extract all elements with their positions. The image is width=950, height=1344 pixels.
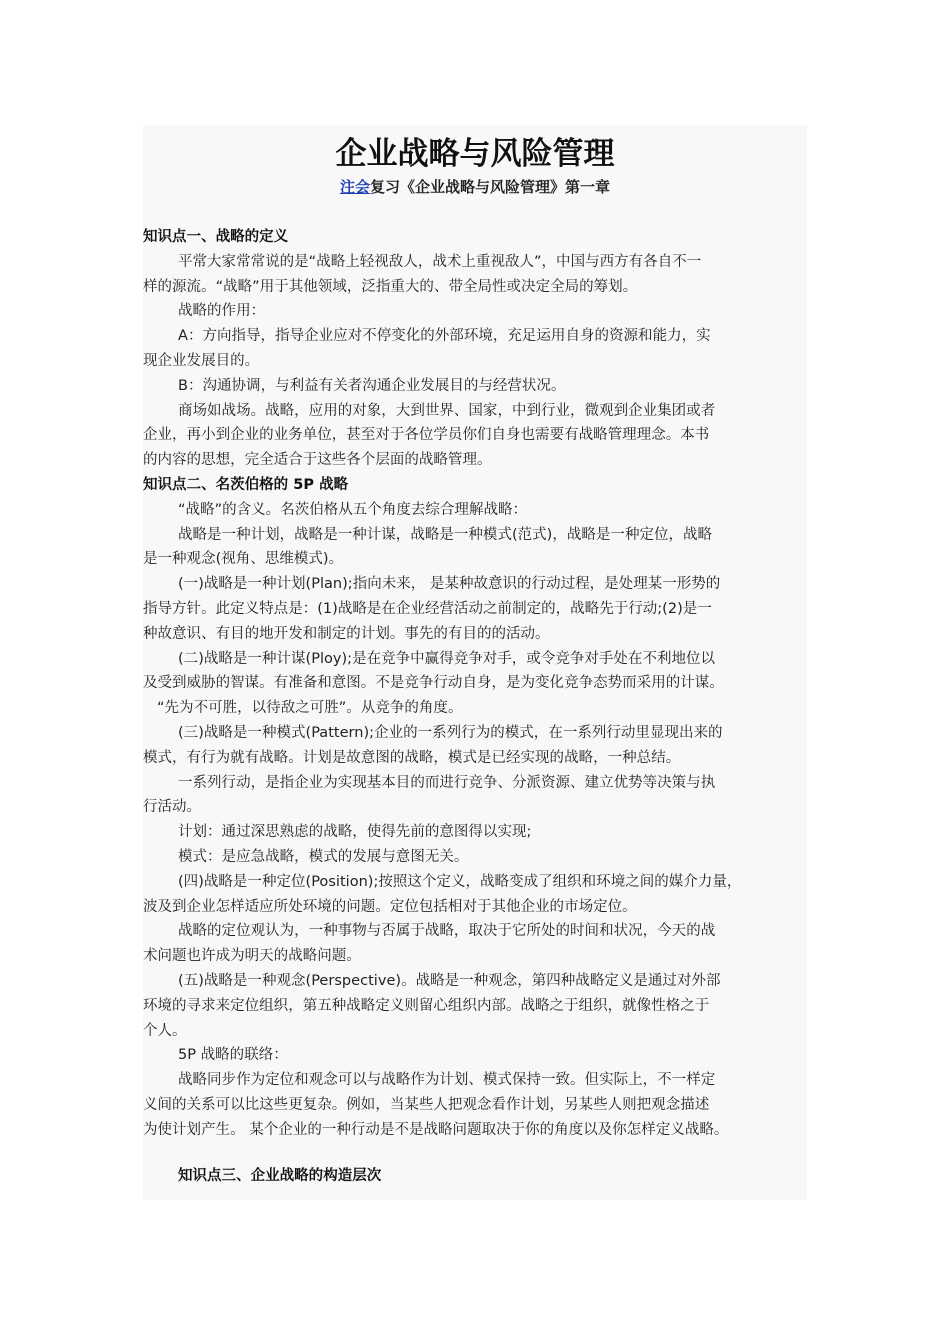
spacer (143, 1142, 807, 1164)
paragraph-line: “先为不可胜，以待敌之可胜”。从竞争的角度。 (157, 700, 463, 717)
document-page (143, 125, 807, 1200)
paragraph-line: 战略是一种计划，战略是一种计谋，战略是一种模式(范式)，战略是一种定位，战略 (178, 526, 713, 543)
paragraph-line: 行活动。 (143, 799, 202, 816)
paragraph-line: 个人。 (143, 1022, 187, 1039)
paragraph-line: 术问题也许成为明天的战略问题。 (143, 948, 361, 965)
paragraph-line: (四)战略是一种定位(Position);按照这个定义，战略变成了组织和环境之间的媒介力量， (178, 873, 742, 890)
paragraph-line: 义间的关系可以比这些更复杂。例如，当某些人把观念看作计划，另某些人则把观念描述 (143, 1096, 710, 1113)
paragraph-line: 5P 战略的联络： (178, 1047, 288, 1064)
paragraph-line: 模式，有行为就有战略。计划是故意图的战略，模式是已经实现的战略，一种总结。 (143, 749, 681, 766)
paragraph-line: 波及到企业怎样适应所处环境的问题。定位包括相对于其他企业的市场定位。 (143, 898, 637, 915)
paragraph-line: A：方向指导，指导企业应对不停变化的外部环境，充足运用自身的资源和能力，实 (178, 328, 711, 345)
paragraph-line: (一)战略是一种计划(Plan);指向未来， 是某种故意识的行动过程，是处理某一形势的 (178, 576, 721, 593)
subtitle-link[interactable]: 注会 (339, 178, 370, 196)
paragraph-line: 指导方针。此定义特点是：(1)战略是在企业经营活动之前制定的，战略先于行动;(2)是一 (143, 600, 712, 617)
paragraph-line: 现企业发展目的。 (143, 352, 260, 369)
paragraph-line: 战略同步作为定位和观念可以与战略作为计划、模式保持一致。但实际上，不一样定 (178, 1072, 716, 1089)
paragraph-line: 平常大家常常说的是“战略上轻视敌人，战术上重视敌人”，中国与西方有各自不一 (178, 253, 702, 270)
paragraph-line: 一系列行动，是指企业为实现基本目的而进行竞争、分派资源、建立优势等决策与执 (178, 774, 716, 791)
paragraph-line: 是一种观念(视角、思维模式)。 (143, 551, 344, 568)
section-heading: 知识点三、企业战略的构造层次 (178, 1168, 382, 1185)
paragraph-line: B：沟通协调，与利益有关者沟通企业发展目的与经营状况。 (178, 377, 566, 394)
paragraph-line: 企业，再小到企业的业务单位，甚至对于各位学员你们自身也需要有战略管理理念。本书 (143, 427, 710, 444)
paragraph-line: 计划：通过深思熟虑的战略，使得先前的意图得以实现; (178, 824, 532, 841)
paragraph-line: “战略”的含义。名茨伯格从五个角度去综合理解战略： (178, 501, 528, 518)
paragraph-line: 商场如战场。战略，应用的对象，大到世界、国家，中到行业，微观到企业集团或者 (178, 402, 716, 419)
paragraph-line: 模式：是应急战略，模式的发展与意图无关。 (178, 848, 469, 865)
subtitle-text: 复习《企业战略与风险管理》第一章 (370, 178, 611, 196)
paragraph-line: 战略的作用： (178, 303, 266, 320)
paragraph-line: (三)战略是一种模式(Pattern);企业的一系列行为的模式，在一系列行动里显现出来的 (178, 724, 723, 741)
paragraph-line: 环境的寻求来定位组织，第五种战略定义则留心组织内部。战略之于组织，就像性格之于 (143, 997, 710, 1014)
section-heading: 知识点二、名茨伯格的 5P 战略 (143, 476, 349, 493)
paragraph-line: 的内容的思想，完全适合于这些各个层面的战略管理。 (143, 452, 492, 469)
paragraph-line: 种故意识、有目的地开发和制定的计划。事先的有目的的活动。 (143, 625, 550, 642)
paragraph-line: 战略的定位观认为，一种事物与否属于战略，取决于它所处的时间和状况，今天的战 (178, 923, 716, 940)
document-subtitle (143, 176, 807, 198)
document-title: 企业战略与风险管理 (335, 136, 615, 172)
document-body (143, 225, 807, 1189)
paragraph-line: 及受到威胁的智谋。有准备和意图。不是竞争行动自身，是为变化竞争态势而采用的计谋。 (143, 675, 724, 692)
paragraph-line: (五)战略是一种观念(Perspective)。战略是一种观念，第四种战略定义是通过对外部 (178, 972, 721, 989)
paragraph-line: 为使计划产生。 某个企业的一种行动是不是战略问题取决于你的角度以及你怎样定义战略。 (143, 1121, 729, 1138)
section-heading: 知识点一、战略的定义 (143, 229, 289, 245)
paragraph-line: (二)战略是一种计谋(Ploy);是在竞争中赢得竞争对手，或令竞争对手处在不利地位以 (178, 650, 716, 667)
paragraph-line: 样的源流。“战略”用于其他领域，泛指重大的、带全局性或决定全局的筹划。 (143, 278, 638, 295)
